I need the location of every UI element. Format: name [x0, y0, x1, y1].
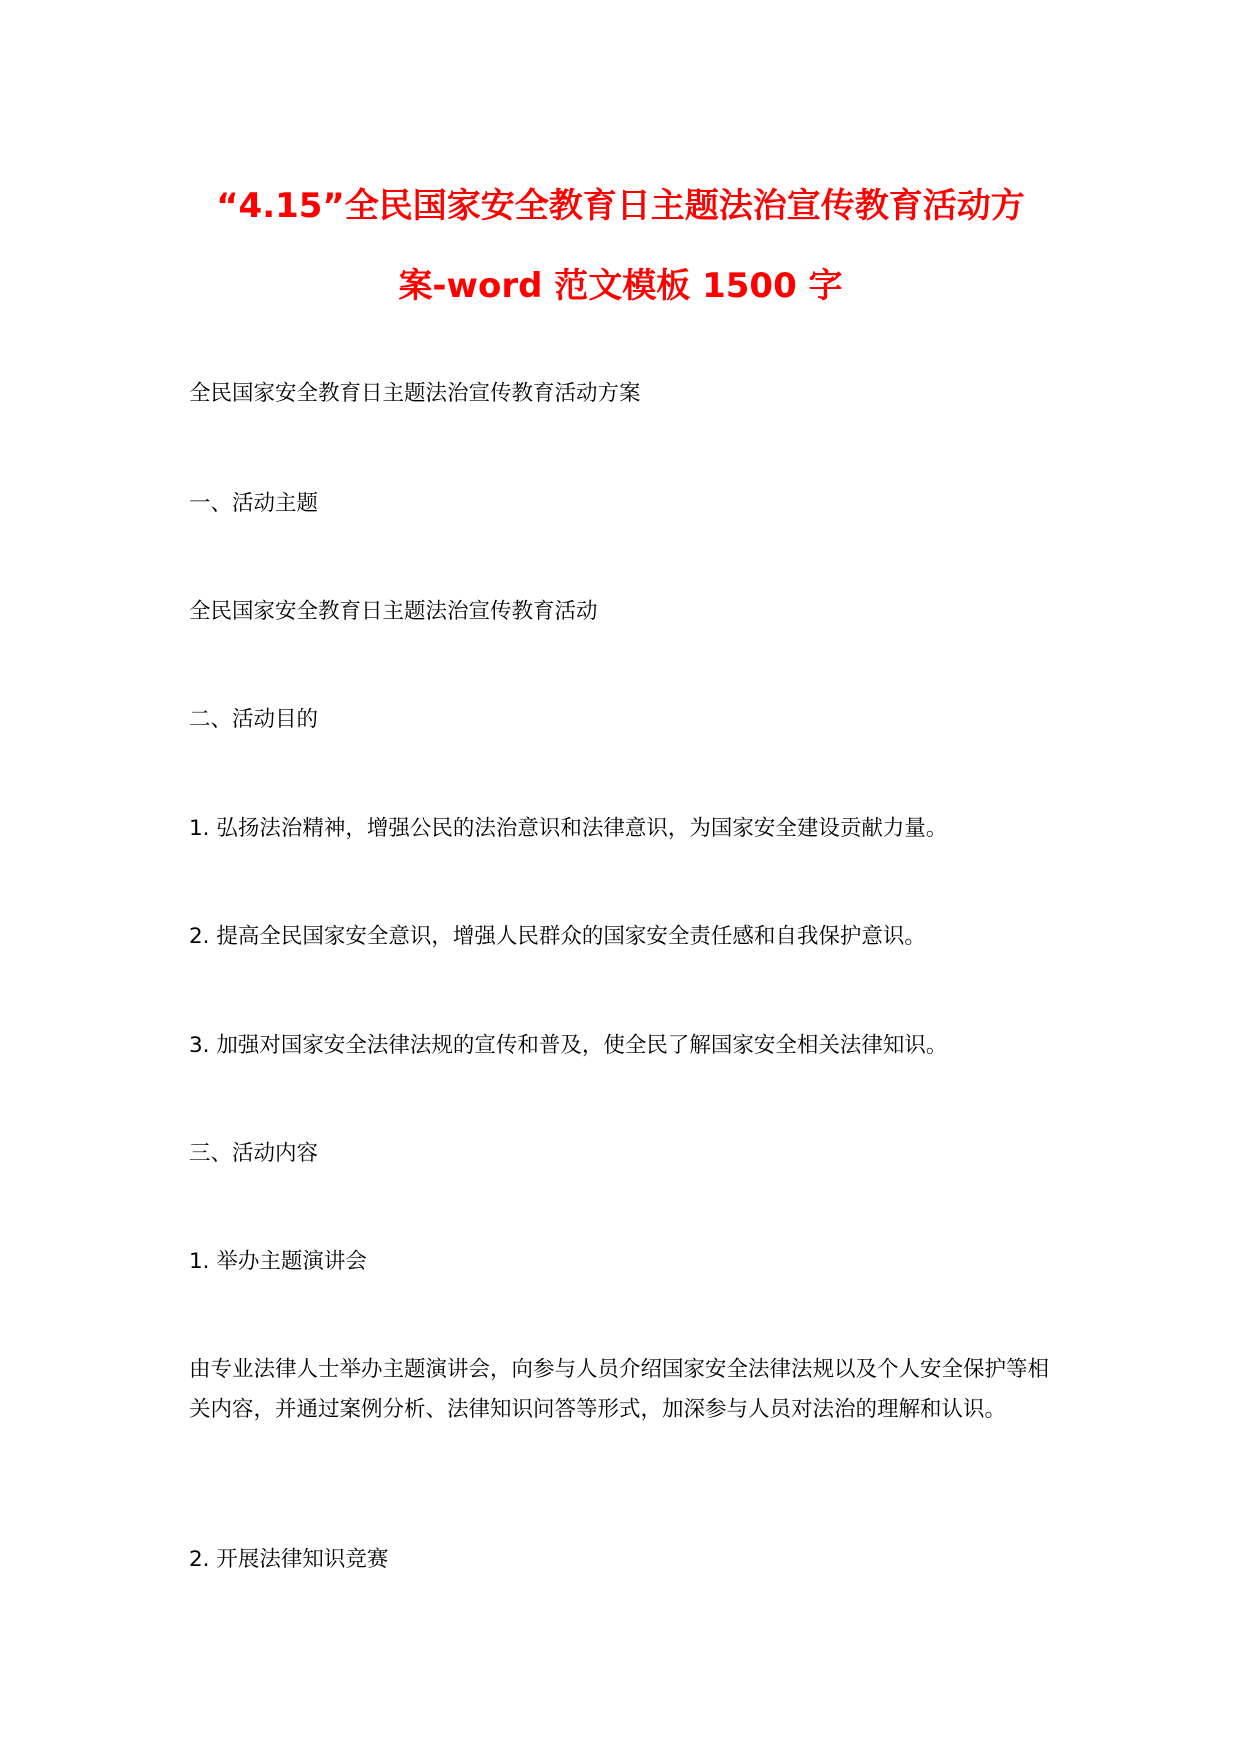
- purpose-item-3: 3. 加强对国家安全法律法规的宣传和普及，使全民了解国家安全相关法律知识。: [189, 1033, 948, 1058]
- document-title-line-1: “4.15”全民国家安全教育日主题法治宣传教育活动方: [216, 186, 1025, 226]
- section-heading-purpose: 二、活动目的: [189, 707, 319, 732]
- purpose-item-1: 1. 弘扬法治精神，增强公民的法治意识和法律意识，为国家安全建设贡献力量。: [189, 816, 948, 841]
- purpose-item-2: 2. 提高全民国家安全意识，增强人民群众的国家安全责任感和自我保护意识。: [189, 924, 926, 949]
- content-item-1-heading: 1. 举办主题演讲会: [189, 1249, 367, 1274]
- content-item-2-heading: 2. 开展法律知识竞赛: [189, 1547, 389, 1572]
- section-heading-theme: 一、活动主题: [189, 491, 319, 516]
- theme-paragraph: 全民国家安全教育日主题法治宣传教育活动: [189, 599, 598, 624]
- plan-name-paragraph: 全民国家安全教育日主题法治宣传教育活动方案: [189, 381, 641, 406]
- document-title-line-2: 案-word 范文模板 1500 字: [398, 266, 843, 306]
- content-item-1-description: 由专业法律人士举办主题演讲会，向参与人员介绍国家安全法律法规以及个人安全保护等相关内容，并通过案例分析、法律知识问答等形式，加深参与人员对法治的理解和认识。: [189, 1357, 1050, 1422]
- section-heading-content: 三、活动内容: [189, 1141, 319, 1166]
